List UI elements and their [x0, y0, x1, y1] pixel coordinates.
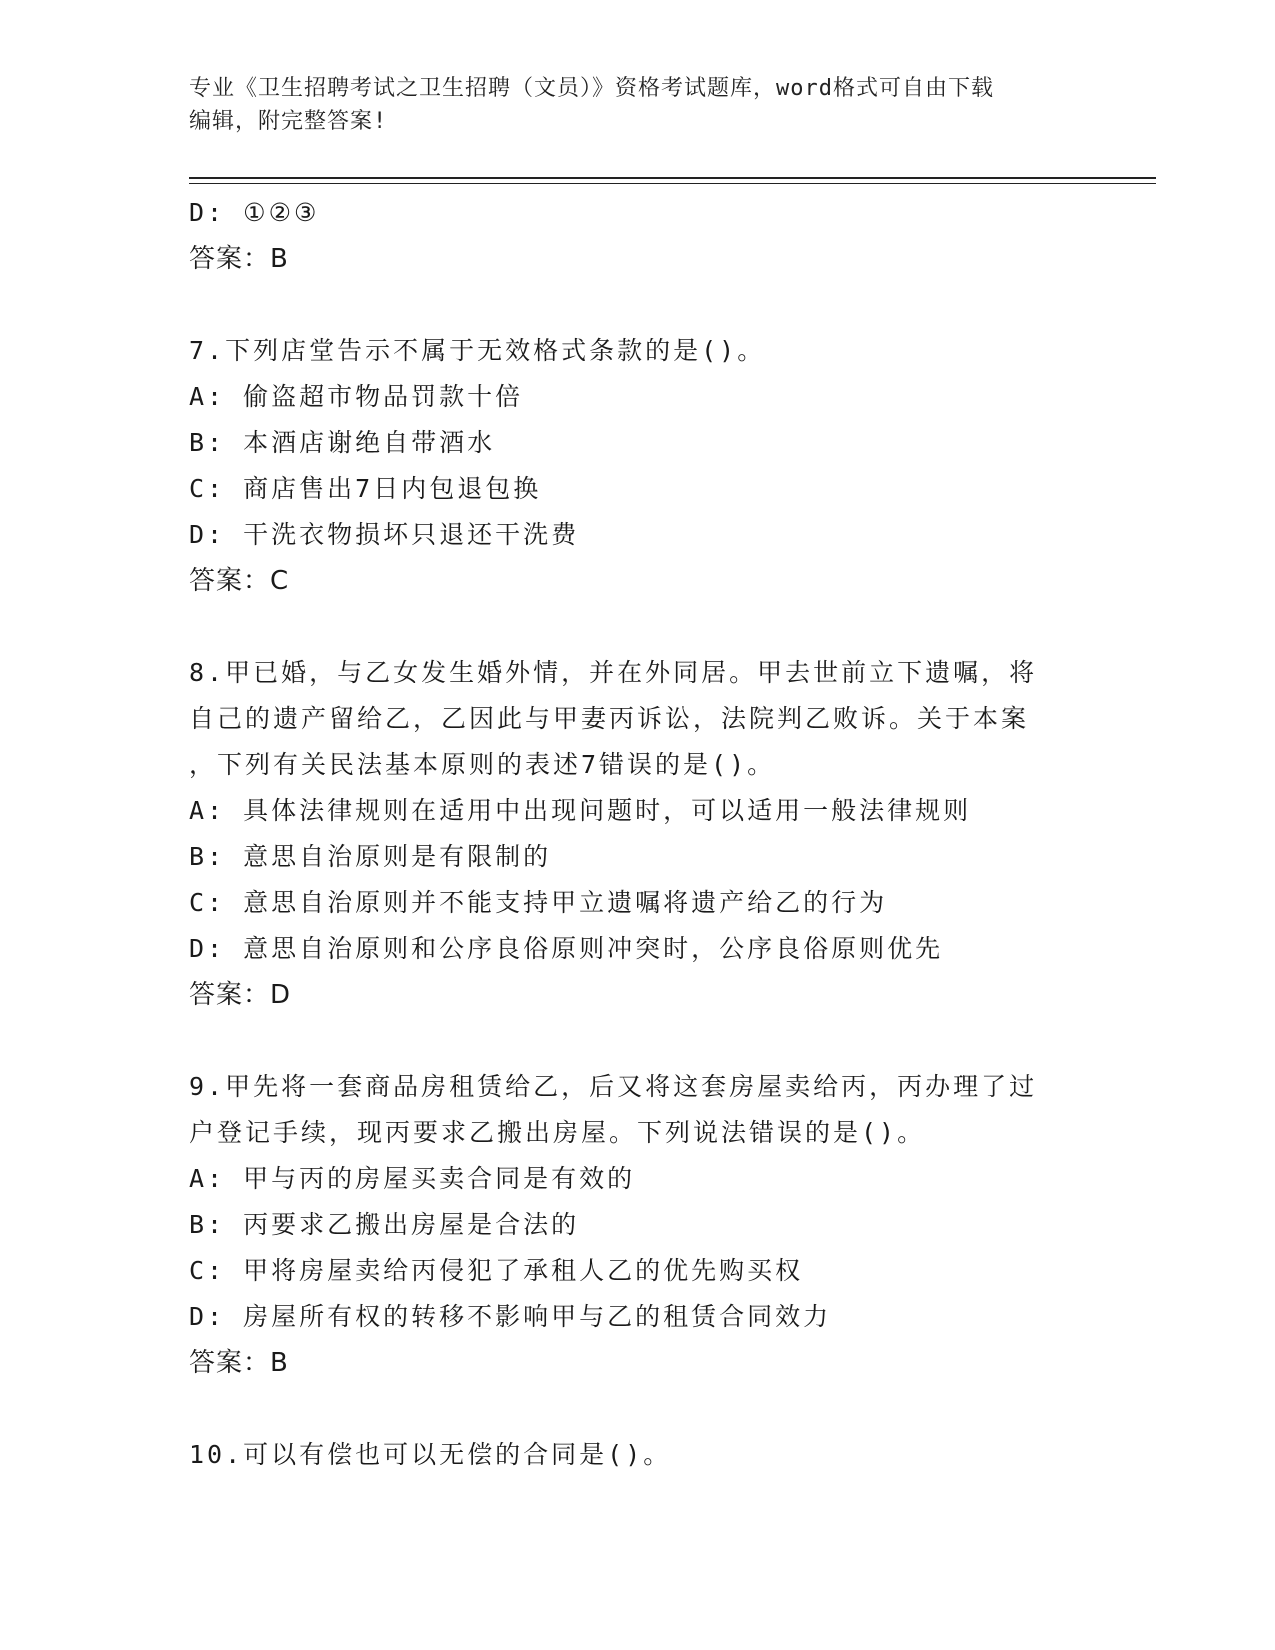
- question-stem: 10.可以有偿也可以无偿的合同是()。: [189, 1440, 672, 1469]
- option-c: C: 商店售出7日内包退包换: [189, 474, 542, 503]
- header-rule-thin: [189, 183, 1156, 184]
- option-d: D: ①②③: [189, 198, 320, 227]
- option-a: A: 偷盗超市物品罚款十倍: [189, 382, 524, 411]
- question-stem: 自己的遗产留给乙，乙因此与甲妻丙诉讼，法院判乙败诉。关于本案: [189, 704, 1030, 733]
- option-b: B: 意思自治原则是有限制的: [189, 842, 552, 871]
- header-line-2: 编辑，附完整答案!: [189, 109, 388, 134]
- option-c: C: 意思自治原则并不能支持甲立遗嘱将遗产给乙的行为: [189, 888, 888, 917]
- question-7: [189, 328, 1089, 604]
- option-b: B: 丙要求乙搬出房屋是合法的: [189, 1210, 580, 1239]
- question-8: [189, 650, 1089, 1018]
- answer-line: 答案：D: [189, 980, 292, 1010]
- option-c: C: 甲将房屋卖给丙侵犯了承租人乙的优先购买权: [189, 1256, 804, 1285]
- option-b: B: 本酒店谢绝自带酒水: [189, 428, 496, 457]
- option-d: D: 意思自治原则和公序良俗原则冲突时，公序良俗原则优先: [189, 934, 944, 963]
- option-a: A: 具体法律规则在适用中出现问题时，可以适用一般法律规则: [189, 796, 972, 825]
- answer-line: 答案：B: [189, 1348, 289, 1378]
- header-line-1: 专业《卫生招聘考试之卫生招聘（文员）》资格考试题库，word格式可自由下载: [189, 76, 994, 101]
- question-10: [189, 1432, 1089, 1478]
- question-stem: 7.下列店堂告示不属于无效格式条款的是()。: [189, 336, 766, 365]
- option-d: D: 干洗衣物损坏只退还干洗费: [189, 520, 580, 549]
- question-stem: 9.甲先将一套商品房租赁给乙，后又将这套房屋卖给丙，丙办理了过: [189, 1072, 1038, 1101]
- question-stem: ，下列有关民法基本原则的表述7错误的是()。: [189, 750, 776, 779]
- question-list: [189, 190, 1089, 1478]
- question-stem: 户登记手续，现丙要求乙搬出房屋。下列说法错误的是()。: [189, 1118, 926, 1147]
- option-a: A: 甲与丙的房屋买卖合同是有效的: [189, 1164, 636, 1193]
- question-9: [189, 1064, 1089, 1386]
- answer-line: 答案：B: [189, 244, 289, 274]
- header-rule-thick: [189, 177, 1156, 179]
- page-header: [189, 72, 1089, 138]
- option-d: D: 房屋所有权的转移不影响甲与乙的租赁合同效力: [189, 1302, 832, 1331]
- question-stem: 8.甲已婚，与乙女发生婚外情，并在外同居。甲去世前立下遗嘱，将: [189, 658, 1038, 687]
- answer-line: 答案：C: [189, 566, 290, 596]
